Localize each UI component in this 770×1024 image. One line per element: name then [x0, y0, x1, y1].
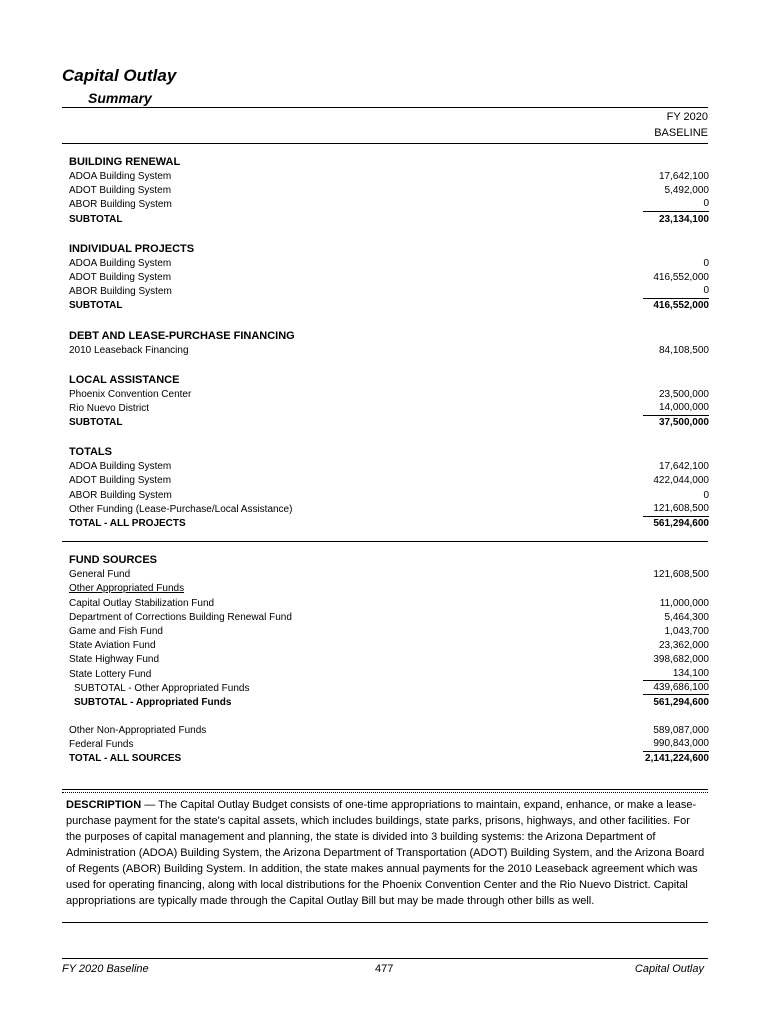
- row-value: 589,087,000: [653, 725, 709, 737]
- table-row: [69, 198, 709, 212]
- page-title: Capital Outlay: [62, 66, 177, 85]
- row-label: General Fund: [69, 569, 131, 581]
- row-label: State Aviation Fund: [69, 640, 156, 652]
- table-row: [69, 271, 709, 285]
- subtotal-row: [69, 696, 709, 710]
- row-label: ADOT Building System: [69, 271, 172, 283]
- row-value: 0: [703, 489, 709, 501]
- row-label: SUBTOTAL: [69, 300, 123, 312]
- row-label: State Lottery Fund: [69, 668, 152, 680]
- row-value: 990,843,000: [643, 738, 709, 752]
- description-block: [66, 797, 706, 909]
- table-row: [69, 170, 709, 184]
- row-label: Department of Corrections Building Renewal Fund: [69, 611, 292, 623]
- row-label: ADOA Building System: [69, 171, 172, 182]
- row-label: ADOT Building System: [69, 185, 172, 197]
- table-row: [69, 344, 709, 358]
- row-value: 121,608,500: [653, 569, 709, 581]
- row-label: SUBTOTAL: [69, 417, 123, 429]
- row-value: 23,362,000: [658, 640, 709, 652]
- section-heading-debt-financing: DEBT AND LEASE-PURCHASE FINANCING: [69, 329, 295, 342]
- description-top-rule: [62, 789, 708, 790]
- page-subtitle: Summary: [88, 90, 152, 106]
- row-label: Phoenix Convention Center: [69, 388, 192, 400]
- section-heading-individual-projects: INDIVIDUAL PROJECTS: [69, 242, 195, 255]
- row-value: 0: [703, 257, 709, 269]
- row-value: 5,464,300: [664, 611, 709, 623]
- row-value: 416,552,000: [653, 271, 709, 283]
- row-label: State Highway Fund: [69, 654, 160, 666]
- row-value: 5,492,000: [664, 185, 709, 197]
- column-header-baseline: BASELINE: [654, 127, 708, 139]
- subheading-other-appropriated: Other Appropriated Funds: [69, 583, 185, 595]
- table-row: [69, 625, 709, 639]
- page-number: 477: [375, 963, 394, 975]
- row-value: 37,500,000: [658, 417, 709, 429]
- row-value: 17,642,100: [658, 461, 709, 473]
- table-row: [69, 402, 709, 416]
- section-rule: [62, 541, 708, 552]
- row-value: 23,500,000: [658, 388, 709, 400]
- footer-rule: [62, 958, 708, 959]
- row-label: Other Non-Appropriated Funds: [69, 725, 207, 737]
- subtotal-row: [69, 682, 709, 696]
- table-row: [69, 503, 709, 517]
- row-value: 561,294,600: [653, 518, 709, 529]
- row-value: 84,108,500: [658, 344, 709, 356]
- row-label: 2010 Leaseback Financing: [69, 344, 189, 356]
- table-row: [69, 285, 709, 299]
- section-heading-building-renewal: BUILDING RENEWAL: [69, 156, 181, 168]
- row-label: ADOA Building System: [69, 257, 172, 269]
- table-row: [69, 184, 709, 198]
- row-label: ADOT Building System: [69, 475, 172, 487]
- table-row: [69, 257, 709, 271]
- row-label: ADOA Building System: [69, 461, 172, 473]
- table-row: [69, 738, 709, 752]
- row-label: Capital Outlay Stabilization Fund: [69, 597, 215, 609]
- row-label: ABOR Building System: [69, 489, 172, 501]
- table-row: [69, 668, 709, 682]
- row-label: Game and Fish Fund: [69, 625, 163, 637]
- total-row: [69, 752, 709, 766]
- table-row: [69, 460, 709, 474]
- row-value: 439,686,100: [643, 682, 709, 696]
- subtotal-row: [69, 299, 709, 313]
- table-row: [69, 653, 709, 667]
- row-label: TOTAL - ALL SOURCES: [69, 753, 182, 765]
- row-label: ABOR Building System: [69, 286, 172, 298]
- table-row: [69, 474, 709, 488]
- row-value: 0: [643, 285, 709, 299]
- section-heading-fund-sources: FUND SOURCES: [69, 554, 158, 567]
- section-heading-local-assistance: LOCAL ASSISTANCE: [69, 373, 180, 386]
- row-label: SUBTOTAL - Appropriated Funds: [74, 696, 232, 708]
- column-header-year: FY 2020: [666, 111, 708, 123]
- table-row: [69, 388, 709, 402]
- subtotal-row: [69, 213, 709, 227]
- row-label: Federal Funds: [69, 739, 134, 751]
- row-value: 422,044,000: [653, 475, 709, 487]
- row-value: 14,000,000: [643, 402, 709, 416]
- row-value: 0: [643, 198, 709, 212]
- total-row: [69, 517, 709, 531]
- row-label: SUBTOTAL: [69, 213, 123, 225]
- table-row: [69, 489, 709, 503]
- row-label: SUBTOTAL - Other Appropriated Funds: [74, 682, 250, 694]
- table-row: [69, 639, 709, 653]
- description-lead: DESCRIPTION: [66, 799, 142, 811]
- column-header-rule: [62, 143, 708, 144]
- row-value: 11,000,000: [659, 597, 709, 609]
- subtotal-row: [69, 416, 709, 430]
- table-row: [69, 597, 709, 611]
- section-heading-totals: TOTALS: [69, 446, 112, 459]
- row-label: ABOR Building System: [69, 199, 172, 211]
- row-label: TOTAL - ALL PROJECTS: [69, 518, 186, 529]
- row-label: Other Funding (Lease-Purchase/Local Assistance): [69, 503, 293, 515]
- description-bottom-rule: [62, 922, 708, 923]
- row-value: 121,608,500: [643, 503, 709, 517]
- row-value: 23,134,100: [658, 213, 709, 225]
- footer-right: Capital Outlay: [634, 963, 704, 975]
- row-label: Rio Nuevo District: [69, 402, 150, 414]
- footer-left: FY 2020 Baseline: [62, 963, 149, 975]
- row-value: 134,100: [643, 668, 709, 682]
- description-text: — The Capital Outlay Budget consists of one-time appropriations to maintain, expand, enhance, or make a lease-purchase payment for the state's capital assets, which includes buildings, state parks, prisons, highways, and other facilities. For the purposes of capital management and planning, the state is divided into 3 building systems: the Arizona Department of Administration (ADOA) Building System, the Arizona Department of Transportation (ADOT) Building System, and the Arizona Board of Regents (ABOR) Building System. In addition, the state makes annual payments for the 2010 Leaseback agreement which was used for operating financing, along with local distributions for the Phoenix Convention Center and the Rio Nuevo District. Capital appropriations are typically made through the Capital Outlay Bill but may be made through other bills as well.: [66, 799, 705, 907]
- description-top-rule-dotted: [62, 792, 708, 793]
- row-value: 416,552,000: [653, 300, 709, 312]
- table-row: [69, 568, 709, 582]
- row-value: 398,682,000: [653, 654, 709, 666]
- row-value: 1,043,700: [664, 625, 709, 637]
- row-value: 2,141,224,600: [645, 753, 709, 765]
- table-row: [69, 611, 709, 625]
- row-value: 561,294,600: [653, 696, 709, 708]
- header-rule: [62, 107, 708, 108]
- table-row: [69, 724, 709, 738]
- summary-table: [69, 154, 709, 767]
- row-value: 17,642,100: [658, 171, 709, 182]
